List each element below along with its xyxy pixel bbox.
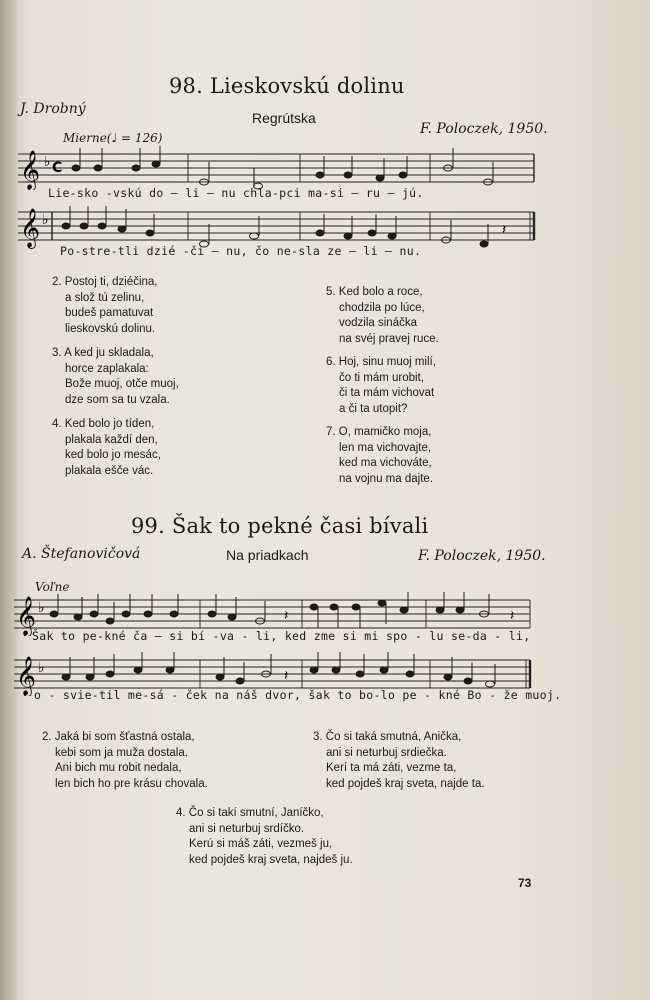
song-98-author: J. Drobný bbox=[20, 101, 86, 117]
song-98-verse-6: 6. Hoj, sinu muoj milí, čo ti mám urobit, či ta mám vichovat a či ta utopit? bbox=[326, 356, 436, 415]
treble-clef-icon: 𝄞 bbox=[16, 656, 37, 696]
song-98-verse-3: 3. A ked ju skladala, horce zaplakala: Bože muoj, otče muoj, dze som sa tu vzala. bbox=[52, 347, 179, 406]
song-98-verse-7: 7. O, mamičko moja, len ma vichovajte, ked ma vichováte, na vojnu ma dajte. bbox=[326, 426, 433, 485]
flat-icon: ♭ bbox=[38, 600, 45, 616]
flat-icon: ♭ bbox=[44, 154, 51, 170]
song-99-lyrics-line-2: o - svie-til mе-sá - ček na náš dvor, šak to bo-lo pe - kné Bo - že muoj. bbox=[34, 688, 562, 702]
song-99-title: 99. Šak to pekné časi bívali bbox=[131, 514, 429, 538]
song-98-subtitle: Regrútska bbox=[252, 110, 316, 126]
flat-icon: ♭ bbox=[42, 212, 49, 228]
song-98-verse-5: 5. Ked bolo a roce, chodzila po lúce, vodzila sináčka na svéj pravej ruce. bbox=[326, 286, 439, 345]
rest-icon: 𝄽 bbox=[510, 608, 515, 624]
svg-text:C: C bbox=[52, 160, 63, 176]
song-98-lyrics-line-2: Po-stre-tli dzié -či — nu, čo ne-sla ze — li — nu. bbox=[60, 244, 422, 258]
rest-icon: 𝄽 bbox=[284, 608, 289, 624]
page-gutter bbox=[0, 0, 18, 1000]
rest-icon: 𝄽 bbox=[284, 668, 289, 684]
song-99-verse-3: 3. Čo si taká smutná, Anička, ani si neturbuj srdiečka. Kerí ta má záti, vezme ta, ked pojdeš kraj sveta, najde ta. bbox=[313, 731, 485, 790]
rest-icon: 𝄽 bbox=[502, 222, 507, 238]
song-98-tempo: Mierne(♩ = 126) bbox=[63, 131, 163, 145]
page-number: 73 bbox=[518, 876, 532, 890]
treble-clef-icon: 𝄞 bbox=[16, 596, 37, 636]
song-99-author: A. Štefanovičová bbox=[22, 546, 141, 562]
song-99-lyrics-line-1: Šak to pe-kné ča — si bí -va - li, ked zme si mi spo - lu se-da - li, bbox=[32, 629, 531, 643]
song-99-subtitle: Na priadkach bbox=[226, 547, 309, 563]
song-98-verse-2: 2. Postoj ti, dziéčina, a slož tú zelinu, budeš pamatuvat lieskovskú dolinu. bbox=[52, 276, 158, 335]
song-99-arranger: F. Poloczek, 1950. bbox=[418, 548, 546, 564]
song-98-title: 98. Lieskovskú dolinu bbox=[169, 74, 405, 98]
song-98-verse-4: 4. Ked bolo jo tíden, plakala každí den, ked bolo jo mesác, plakala ešče vác. bbox=[52, 418, 161, 477]
song-98-lyrics-line-1: Lie-sko -vskú do — li — nu chla-pci ma-si — ru — jú. bbox=[48, 186, 424, 200]
song-99-verse-4: 4. Čo si takí smutní, Janíčko, ani si neturbuj srdíčko. Kerú si máš záti, vezmeš ju, ked pojdeš kraj sveta, najdeš ju. bbox=[176, 807, 353, 866]
song-99-verse-2: 2. Jaká bi som šťastná ostala, kebi som ja muža dostala. Ani bich mu robit nedala, len bich ho pre krásu chovala. bbox=[42, 731, 208, 790]
flat-icon: ♭ bbox=[38, 660, 45, 676]
song-98-staff-1 bbox=[18, 146, 538, 190]
song-99-tempo: Voľne bbox=[35, 580, 70, 594]
song-98-arranger: F. Poloczek, 1950. bbox=[420, 121, 548, 137]
treble-clef-icon: 𝄞 bbox=[20, 150, 41, 190]
treble-clef-icon: 𝄞 bbox=[20, 208, 41, 248]
